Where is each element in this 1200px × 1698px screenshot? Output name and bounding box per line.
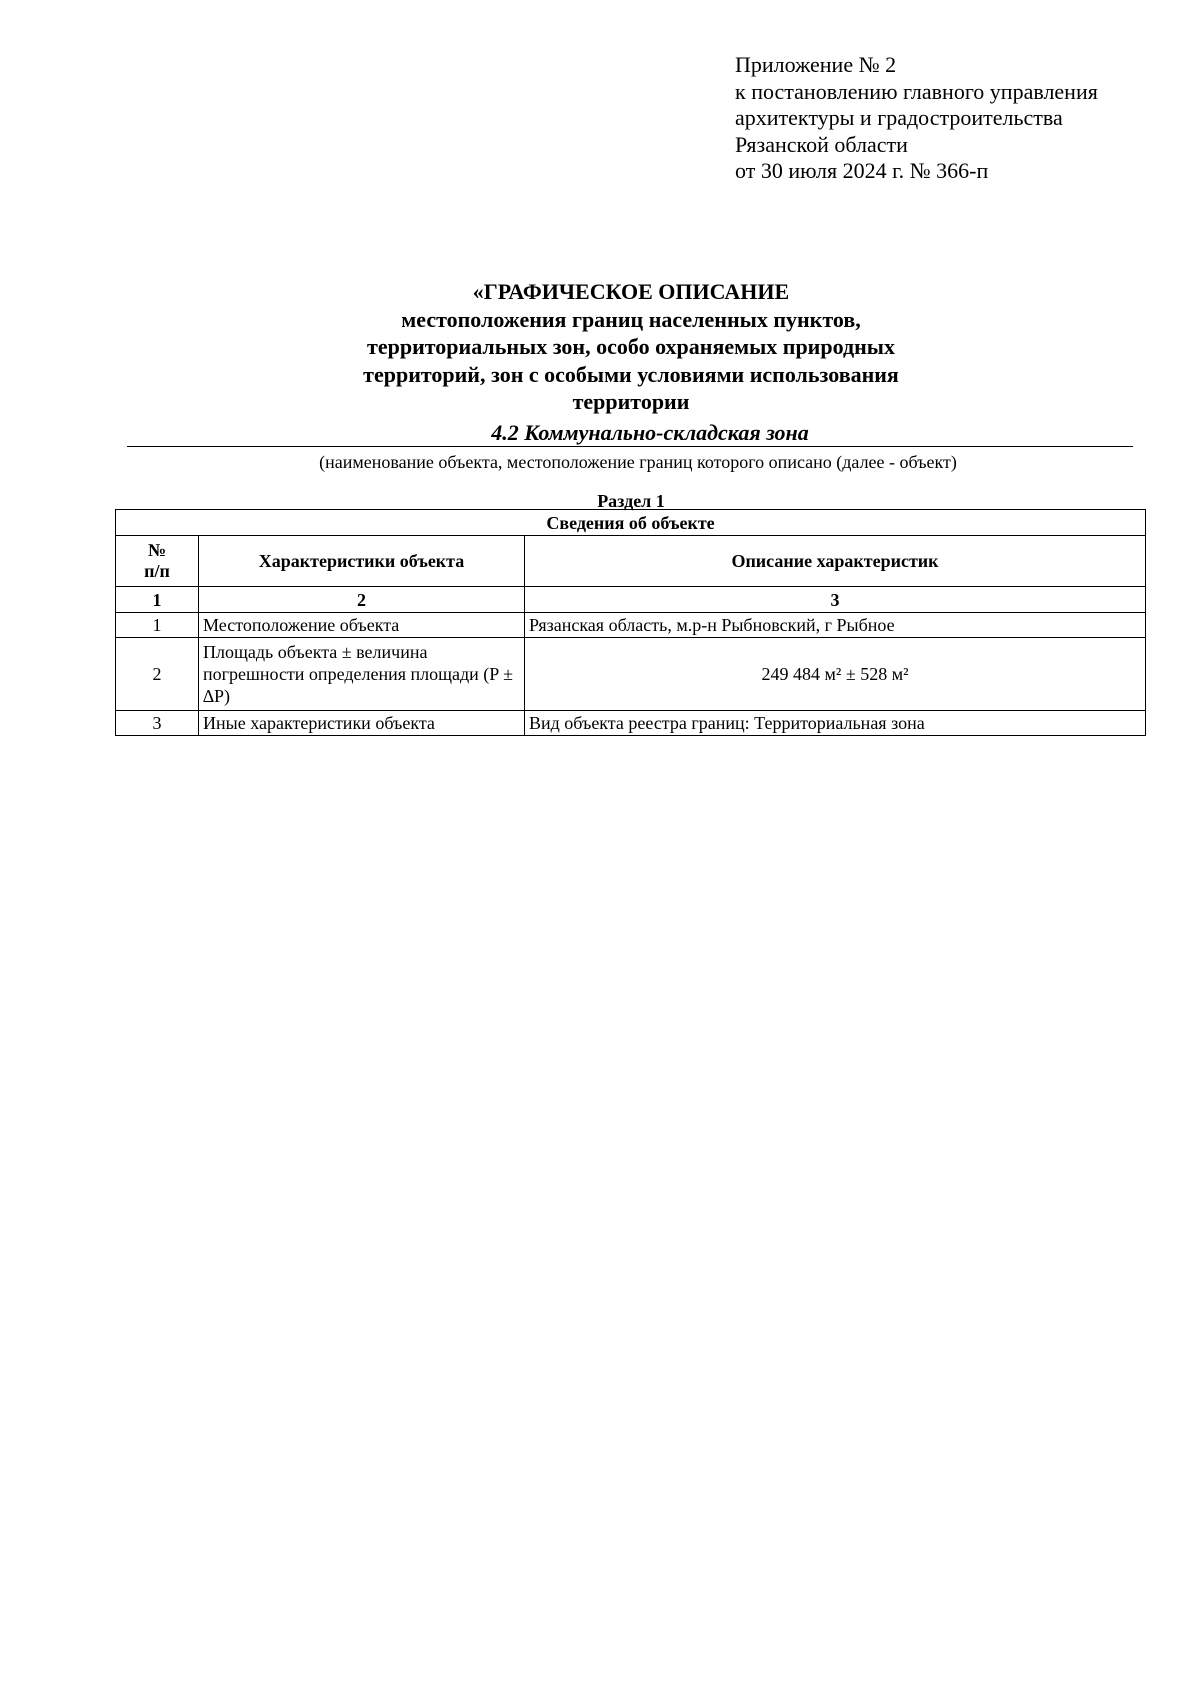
header-number bbox=[116, 536, 199, 587]
appendix-line: Рязанской области bbox=[735, 131, 908, 157]
appendix-line: архитектуры и градостроительства bbox=[735, 105, 1063, 130]
column-number: 1 bbox=[116, 587, 199, 613]
row-characteristic: Иные характеристики объекта bbox=[199, 711, 525, 736]
section-title: Раздел 1 bbox=[597, 491, 665, 511]
row-description: 249 484 м² ± 528 м² bbox=[525, 638, 1146, 711]
object-name-caption: (наименование объекта, местоположение границ которого описано (далее - объект) bbox=[319, 452, 957, 472]
header-number-abbr: п/п bbox=[144, 561, 170, 581]
table-row bbox=[116, 613, 1146, 638]
column-number: 3 bbox=[525, 587, 1146, 613]
object-info-table bbox=[115, 509, 1146, 736]
title-line: местоположения границ населенных пунктов, bbox=[401, 306, 861, 332]
column-number: 2 bbox=[199, 587, 525, 613]
appendix-line: к постановлению главного управления bbox=[735, 78, 1098, 104]
appendix-line: от 30 июля 2024 г. № 366-п bbox=[735, 158, 989, 183]
row-description: Рязанская область, м.р-н Рыбновский, г Рыбное bbox=[525, 613, 1146, 638]
appendix-header bbox=[735, 52, 1098, 185]
table-title: Сведения об объекте bbox=[116, 510, 1146, 536]
appendix-line: Приложение № 2 bbox=[735, 52, 897, 77]
title-line: территориальных зон, особо охраняемых природных bbox=[367, 334, 895, 359]
header-description: Описание характеристик bbox=[525, 536, 1146, 587]
row-characteristic: Местоположение объекта bbox=[199, 613, 525, 638]
row-characteristic: Площадь объекта ± величина погрешности определения площади (P ± ∆P) bbox=[199, 638, 525, 711]
table-row bbox=[116, 711, 1146, 736]
object-name: 4.2 Коммунально-складская зона bbox=[491, 420, 809, 445]
header-characteristic: Характеристики объекта bbox=[199, 536, 525, 587]
table-row bbox=[116, 638, 1146, 711]
title-line: территории bbox=[572, 389, 690, 414]
row-number: 2 bbox=[116, 638, 199, 711]
object-name-underline bbox=[127, 446, 1133, 447]
title-line: территорий, зон с особыми условиями использования bbox=[363, 361, 899, 387]
title-line: «ГРАФИЧЕСКОЕ ОПИСАНИЕ bbox=[472, 279, 790, 304]
document-title bbox=[0, 278, 1200, 416]
row-description: Вид объекта реестра границ: Территориальная зона bbox=[525, 711, 1146, 736]
header-number-symbol: № bbox=[147, 540, 167, 560]
row-number: 1 bbox=[116, 613, 199, 638]
row-number: 3 bbox=[116, 711, 199, 736]
